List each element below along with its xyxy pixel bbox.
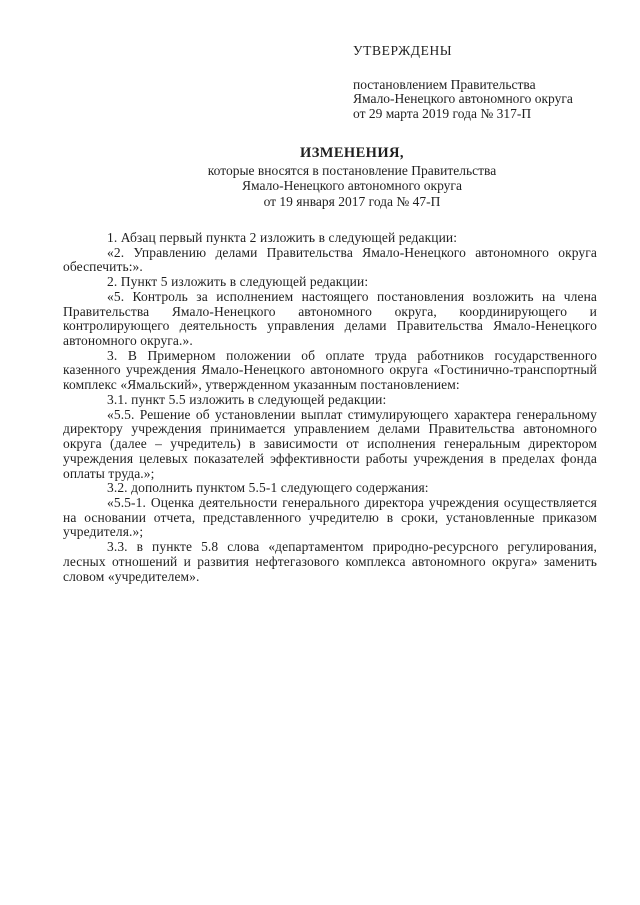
document-body <box>63 231 597 584</box>
body-paragraph: 3. В Примерном положении об оплате труда работников государственного казенного учреждения Ямало-Ненецкого автономного округа «Гостинично-транспортный комплекс «Ямальский», утвержденном указанным постановлением: <box>63 347 597 393</box>
body-paragraph: «5. Контроль за исполнением настоящего постановления возложить на члена Правительства Ямало-Ненецкого автономного округа, координирующего и контролирующего деятельность управления делами Правительства Ямало-Ненецкого автономного округа.». <box>63 288 597 349</box>
approval-block <box>353 44 603 122</box>
approval-status: УТВЕРЖДЕНЫ <box>353 43 453 58</box>
approval-authority-line: постановлением Правительства <box>353 76 536 92</box>
body-paragraph: «2. Управлению делами Правительства Ямало-Ненецкого автономного округа обеспечить:». <box>63 244 597 275</box>
body-paragraph: 3.3. в пункте 5.8 слова «департаментом природно-ресурсного регулирования, лесных отношений и развития нефтегазового комплекса автономного округа» заменить словом «учредителем». <box>63 539 597 584</box>
title-subtitle-line: Ямало-Ненецкого автономного округа <box>242 178 462 194</box>
body-paragraph: 3.2. дополнить пунктом 5.5-1 следующего содержания: <box>107 480 429 496</box>
body-paragraph: 3.1. пункт 5.5 изложить в следующей редакции: <box>107 391 387 407</box>
body-paragraph: «5.5. Решение об установлении выплат стимулирующего характера генеральному директору учреждения принимается управлением делами Правительства автономного округа (далее – учредитель) в зависимости от исполнения генеральным директором учреждения целевых показателей эффективности работы учреждения в пределах фонда оплаты труда.»; <box>63 406 597 481</box>
approval-authority-line: Ямало-Ненецкого автономного округа <box>353 91 573 107</box>
body-paragraph: 1. Абзац первый пункта 2 изложить в следующей редакции: <box>107 230 458 245</box>
document-title: ИЗМЕНЕНИЯ, <box>300 145 404 161</box>
approval-date-line: от 29 марта 2019 года № 317-П <box>353 106 532 122</box>
body-paragraph: «5.5-1. Оценка деятельности генерального директора учреждения осуществляется на основании отчета, представленного учредителю в сроки, установленные приказом учредителя.»; <box>63 494 597 540</box>
title-date-line: от 19 января 2017 года № 47-П <box>263 193 441 209</box>
title-subtitle-line: которые вносятся в постановление Правительства <box>207 163 497 179</box>
approval-lines <box>353 78 603 122</box>
body-paragraph: 2. Пункт 5 изложить в следующей редакции: <box>107 274 369 290</box>
title-block <box>63 146 619 209</box>
